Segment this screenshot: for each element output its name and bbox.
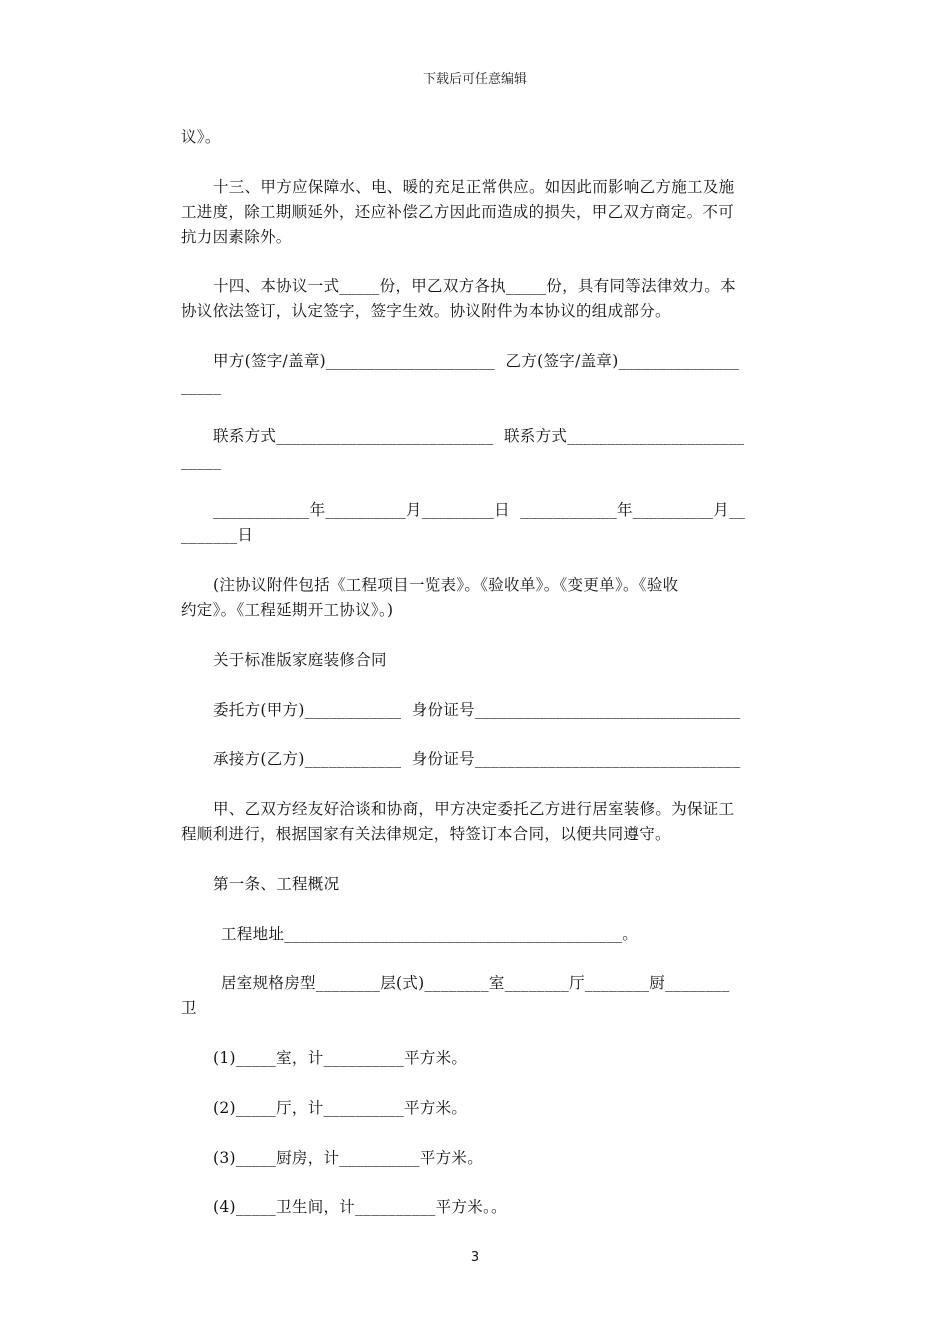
room-spec-line: 居室规格房型________层(式)________室________厅________厨________: [221, 974, 730, 992]
area-item: (4)_____卫生间，计__________平方米。。: [213, 1198, 507, 1216]
project-address-line: 工程地址__________________________________________。: [221, 925, 639, 943]
preamble-line: 甲、乙双方经友好洽谈和协商，甲方决定委托乙方进行居室装修。为保证工: [213, 800, 735, 818]
clause-13-line: 工进度，除工期顺延外，还应补偿乙方因此而造成的损失，甲乙双方商定。不可: [181, 203, 735, 221]
client-party-line: 委托方(甲方)____________ 身份证号_________________________________: [213, 701, 741, 719]
date-line: _______日: [181, 526, 254, 544]
clause-13-line: 十三、甲方应保障水、电、暖的充足正常供应。如因此而影响乙方施工及施: [213, 178, 735, 196]
signature-line: _____: [181, 377, 222, 395]
area-item: (2)_____厅，计__________平方米。: [213, 1099, 468, 1117]
text-line: 议》。: [181, 128, 221, 146]
contract-title: 关于标准版家庭装修合同: [213, 651, 387, 669]
area-item: (1)_____室，计__________平方米。: [213, 1049, 468, 1067]
page-number: 3: [470, 1250, 480, 1265]
note-line: 约定》。《工程延期开工协议》。): [181, 601, 394, 619]
preamble-line: 程顺利进行，根据国家有关法律规定，特签订本合同，以便共同遵守。: [181, 825, 671, 843]
clause-13-line: 抗力因素除外。: [181, 228, 292, 246]
clause-14-line: 协议依法签订，认定签字，签字生效。协议附件为本协议的组成部分。: [181, 302, 671, 320]
article-1-heading: 第一条、工程概况: [213, 875, 340, 893]
contractor-party-line: 承接方(乙方)____________ 身份证号_________________________________: [213, 750, 741, 768]
contact-line: 联系方式___________________________ 联系方式______________________: [213, 427, 745, 445]
date-line: ____________年__________月_________日 ____________年__________月__: [213, 501, 746, 519]
signature-line: 甲方(签字/盖章)_____________________ 乙方(签字/盖章)_______________: [213, 352, 740, 370]
room-spec-line: 卫: [181, 999, 197, 1017]
clause-14-line: 十四、本协议一式_____份，甲乙双方各执_____份，具有同等法律效力。本: [213, 277, 736, 295]
note-line: (注协议附件包括《工程项目一览表》。《验收单》。《变更单》。《验收: [213, 576, 679, 594]
area-item: (3)_____厨房，计__________平方米。: [213, 1149, 484, 1167]
page-header: 下载后可任意编辑: [422, 72, 527, 87]
contact-line: _____: [181, 452, 222, 470]
